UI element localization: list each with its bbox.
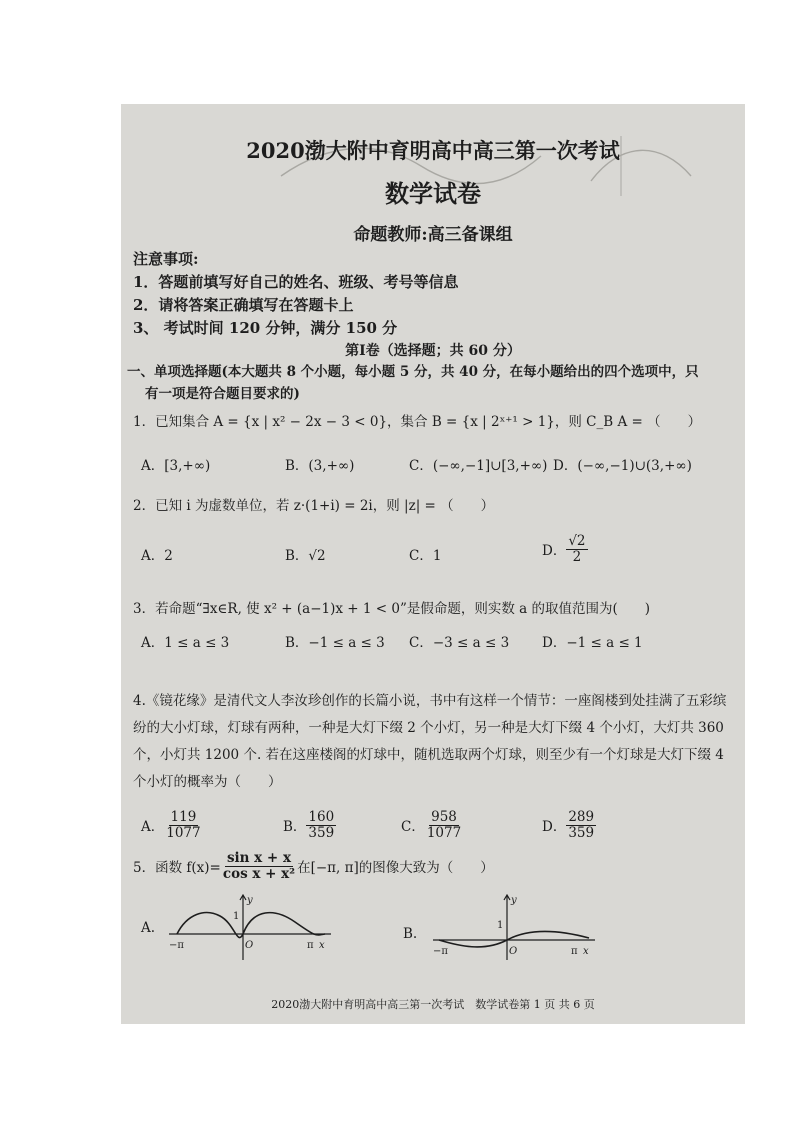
q1-option-c: C．(−∞,−1]∪[3,+∞) xyxy=(409,458,548,474)
page-footer: 2020渤大附中育明高中高三第一次考试 数学试卷第 1 页 共 6 页 xyxy=(271,998,595,1011)
option-fraction xyxy=(566,810,596,841)
exam-sheet xyxy=(121,104,745,1024)
y-label: y xyxy=(247,895,253,906)
fraction-numerator: sin x + x xyxy=(226,850,291,866)
option-label: C． xyxy=(401,819,425,836)
q4-option-a xyxy=(141,810,203,841)
curve-b xyxy=(439,932,589,947)
question-4-stem: 4.《镜花缘》是清代文人李汝珍创作的长篇小说，书中有这样一个情节：一座阁楼到处挂满了五彩缤纷的大小灯球，灯球有两种，一种是大灯下缀 2 个小灯，另一种是大灯下缀 4 个小灯，大灯共 360 个，小灯共 1200 个. 若在这座楼阁的灯球中，随机选取两个灯球，则至少有一个灯球是大灯下缀 4 个小灯的概率为（ ） xyxy=(133,693,727,790)
notice-item: 1．答题前填写好自己的姓名、班级、考号等信息 xyxy=(133,273,459,291)
origin-label: O xyxy=(509,946,518,957)
fraction-denominator: 1077 xyxy=(426,824,462,841)
fraction-numerator: 958 xyxy=(431,809,457,825)
section-instruction-line2: 有一项是符合题目要求的) xyxy=(145,386,300,402)
q5-fraction xyxy=(221,851,297,882)
q4-option-d xyxy=(542,810,596,841)
q3-option-c: C．−3 ≤ a ≤ 3 xyxy=(409,635,510,651)
q5-prefix: 5．函数 f(x)= xyxy=(133,860,221,877)
question-5-stem xyxy=(133,851,494,882)
origin-label: O xyxy=(245,940,254,951)
q3-option-a: A．1 ≤ a ≤ 3 xyxy=(141,635,230,651)
q4-option-c xyxy=(401,810,463,841)
tick-pi: π xyxy=(307,940,314,951)
exam-subject: 数学试卷 xyxy=(385,179,481,208)
part-heading: 第Ⅰ卷（选择题；共 60 分） xyxy=(345,343,521,359)
q2-option-a: A．2 xyxy=(141,548,173,564)
x-label: x xyxy=(583,946,589,957)
fraction-denominator: cos x + x² xyxy=(222,865,296,882)
option-fraction xyxy=(164,810,202,841)
fraction-numerator: 119 xyxy=(170,809,197,825)
option-label: D． xyxy=(542,819,567,836)
q5-option-b-label: B. xyxy=(403,926,418,942)
fraction-denominator: 359 xyxy=(308,824,335,841)
q5-option-a-label: A. xyxy=(141,920,156,936)
question-2-stem: 2．已知 i 为虚数单位，若 z·(1+i) = 2i，则 |z| = （ ） xyxy=(133,498,495,514)
q2-option-d xyxy=(542,534,588,565)
q5-suffix: 在[−π, π]的图像大致为（ ） xyxy=(297,860,494,877)
fraction-numerator: √2 xyxy=(568,533,586,549)
q5-graph-b xyxy=(429,894,599,962)
y-label: y xyxy=(511,895,517,906)
notice-item: 3、 考试时间 120 分钟，满分 150 分 xyxy=(133,319,398,337)
q4-option-b xyxy=(283,810,336,841)
option-label: B． xyxy=(283,819,307,836)
fraction-denominator: 2 xyxy=(572,548,582,565)
q1-option-a: A．[3,+∞) xyxy=(141,458,211,474)
question-1-stem: 1．已知集合 A = {x | x² − 2x − 3 < 0}，集合 B = {x | 2ˣ⁺¹ > 1}，则 C_B A = （ ） xyxy=(133,414,702,430)
q2-option-c: C．1 xyxy=(409,548,442,564)
option-fraction xyxy=(306,810,336,841)
tick-neg-pi: −π xyxy=(169,940,184,951)
tick-one: 1 xyxy=(233,911,240,922)
q1-option-b: B．(3,+∞) xyxy=(285,458,355,474)
option-fraction xyxy=(425,810,463,841)
question-3-stem: 3．若命题“∃x∈R, 使 x² + (a−1)x + 1 < 0”是假命题，则实数 a 的取值范围为( ) xyxy=(133,601,651,617)
notice-item: 2．请将答案正确填写在答题卡上 xyxy=(133,296,354,314)
tick-neg-pi: −π xyxy=(433,946,448,957)
q2-option-b: B．√2 xyxy=(285,548,326,564)
q5-graph-a xyxy=(165,894,335,962)
fraction-denominator: 359 xyxy=(568,824,595,841)
q1-option-d: D．(−∞,−1)∪(3,+∞) xyxy=(553,458,692,474)
section-instruction-line1: 一、单项选择题(本大题共 8 个小题，每小题 5 分，共 40 分，在每小题给出的四个选项中，只 xyxy=(127,364,699,380)
q3-option-b: B．−1 ≤ a ≤ 3 xyxy=(285,635,385,651)
x-label: x xyxy=(319,940,325,951)
exam-title: 2020渤大附中育明高中高三第一次考试 xyxy=(246,138,620,163)
exam-author: 命题教师:高三备课组 xyxy=(353,225,513,245)
q3-option-d: D．−1 ≤ a ≤ 1 xyxy=(542,635,643,651)
fraction-denominator: 1077 xyxy=(166,824,201,841)
option-label: A． xyxy=(141,819,165,836)
tick-pi: π xyxy=(571,946,578,957)
q2-option-d-label: D． xyxy=(542,543,567,560)
q2-option-d-fraction xyxy=(566,534,587,565)
fraction-numerator: 160 xyxy=(308,809,335,825)
notice-heading: 注意事项: xyxy=(133,250,199,268)
tick-one: 1 xyxy=(497,920,504,931)
fraction-numerator: 289 xyxy=(568,809,595,825)
